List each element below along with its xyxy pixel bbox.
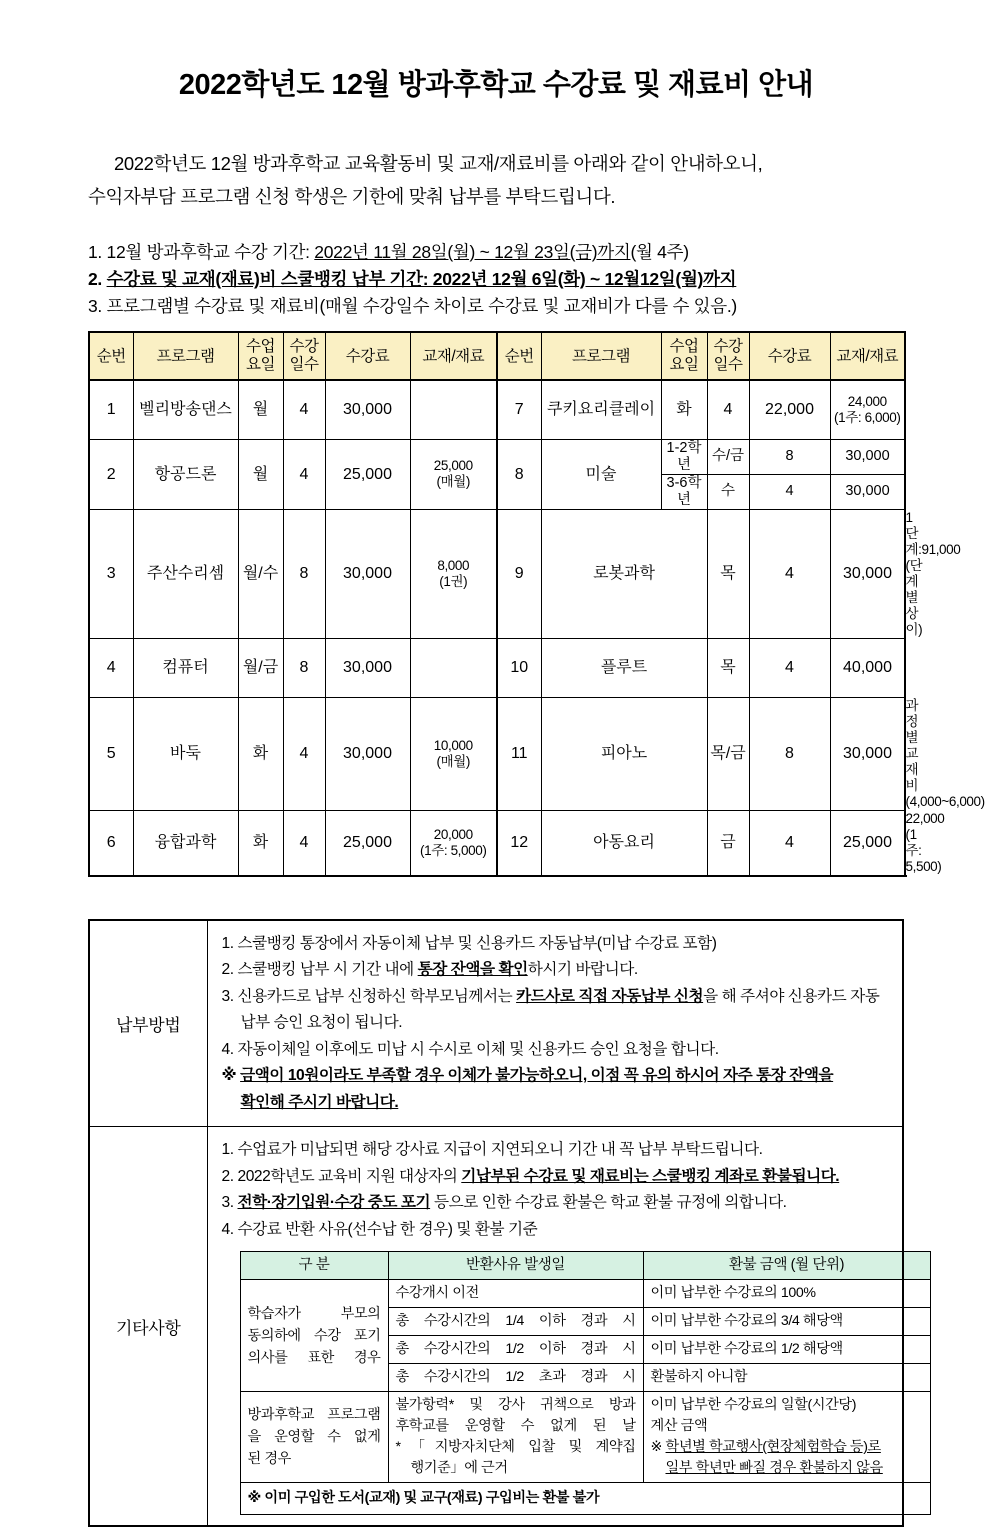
cell-days: 4 <box>749 810 830 876</box>
cell-material <box>410 810 497 876</box>
header-days-right <box>707 332 749 380</box>
note-number: 1. <box>88 242 102 262</box>
refund-reason: 총 수강시간의 1/2 초과 경과 시 <box>388 1364 643 1392</box>
material-amount: 과정별 교재비 <box>906 698 919 793</box>
cell-fee: 30,000 <box>325 697 410 810</box>
cell-no: 12 <box>497 810 541 876</box>
note-item-3 <box>88 293 904 320</box>
refund-header-row <box>240 1252 930 1280</box>
cell-weekday: 금 <box>707 810 749 876</box>
table-row <box>240 1483 930 1515</box>
cell-days: 8 <box>283 509 325 638</box>
item-text: 2022학년도 교육비 지원 대상자의 <box>234 1168 462 1185</box>
cell-no: 2 <box>89 439 133 509</box>
table-row <box>89 810 905 876</box>
cell-weekday: 화 <box>661 380 707 439</box>
item-number: 3. <box>222 988 234 1005</box>
material-detail: (1주: 5,000) <box>420 843 486 858</box>
item-text: 수강료 반환 사유(선수납 한 경우) 및 환불 기준 <box>234 1221 538 1238</box>
cell-program: 쿠키요리클레이 <box>541 380 661 439</box>
cell-no: 5 <box>89 697 133 810</box>
cell-program: 컴퓨터 <box>133 638 238 697</box>
material-detail: (4,000~6,000) <box>906 794 985 809</box>
table-row <box>89 697 905 810</box>
category-line-1: 학습자가 부모의 <box>248 1306 381 1322</box>
note-item-2 <box>88 266 904 293</box>
header-material-left: 교재/재료 <box>410 332 497 380</box>
warning-line-2: 확인해 주시기 바랍니다. <box>222 1090 895 1117</box>
header-fee-left: 수강료 <box>325 332 410 380</box>
fee-table <box>88 331 906 877</box>
page-title: 2022학년도 12월 방과후학교 수강료 및 재료비 안내 <box>88 62 904 103</box>
cell-weekday: 수/금 <box>707 439 749 474</box>
reason-line-3: *「지방자치단체 입찰 및 계약집 <box>396 1437 636 1458</box>
category-line-2: 동의하에 수강 포기 <box>248 1328 381 1344</box>
item-emphasis: 기납부된 수강료 및 재료비는 스쿨뱅킹 계좌로 환불됩니다. <box>461 1168 839 1185</box>
cell-program: 융합과학 <box>133 810 238 876</box>
header-days-line1: 수강 <box>714 338 743 355</box>
table-row <box>89 638 905 697</box>
cell-fee: 40,000 <box>830 638 905 697</box>
item-continuation: 납부 승인 요청이 됩니다. <box>222 1010 895 1037</box>
material-amount: 1단계:91,000 <box>906 510 961 557</box>
refund-header-reason: 반환사유 발생일 <box>388 1252 643 1280</box>
cell-no: 9 <box>497 509 541 638</box>
header-weekday-left <box>238 332 283 380</box>
material-detail: (매월) <box>437 474 470 489</box>
intro-paragraph <box>88 147 904 213</box>
cell-material <box>410 697 497 810</box>
amount-line-4: 일부 학년만 빠질 경우 환불하지 않음 <box>651 1458 883 1479</box>
note-underline: 2022년 11월 28일(월) ~ 12월 23일(금)까지 <box>314 242 630 262</box>
cell-fee: 25,000 <box>830 810 905 876</box>
fee-table-header-row <box>89 332 905 380</box>
cell-material <box>830 380 905 439</box>
cell-weekday: 화 <box>238 697 283 810</box>
cell-days: 4 <box>749 638 830 697</box>
cell-material <box>410 638 497 697</box>
note-text: 프로그램별 수강료 및 재료비(매월 수강일수 차이로 수강료 및 교재비가 다를 수 있음.) <box>102 296 737 316</box>
list-item <box>222 1137 895 1164</box>
item-number: 4. <box>222 1221 234 1238</box>
item-text: 자동이체일 이후에도 미납 시 수시로 이체 및 신용카드 승인 요청을 합니다. <box>234 1041 719 1058</box>
header-days-line2: 일수 <box>714 356 743 373</box>
amount-line-2: 계산 금액 <box>651 1416 923 1437</box>
list-item <box>222 1037 895 1064</box>
material-detail: (매월) <box>437 754 470 769</box>
category-line-3: 의사를 표한 경우 <box>248 1350 381 1366</box>
amount-line-3: 학년별 학교행사(현장체험학습 등)로 <box>666 1439 881 1455</box>
refund-header-amount: 환불 금액 (월 단위) <box>643 1252 930 1280</box>
header-days-line2: 일수 <box>290 356 319 373</box>
material-amount: 10,000 <box>434 738 473 753</box>
cell-fee: 30,000 <box>325 509 410 638</box>
cell-fee: 30,000 <box>325 380 410 439</box>
table-row <box>240 1280 930 1308</box>
cell-no: 11 <box>497 697 541 810</box>
table-row <box>89 439 905 474</box>
notes-list <box>88 239 904 320</box>
cell-program: 아동요리 <box>541 810 707 876</box>
cell-fee: 25,000 <box>325 810 410 876</box>
refund-category-1 <box>240 1280 388 1392</box>
note-text: 12월 방과후학교 수강 기간: <box>102 242 314 262</box>
cell-fee: 30,000 <box>830 474 905 509</box>
cell-no: 1 <box>89 380 133 439</box>
list-item <box>222 957 895 984</box>
header-material-right: 교재/재료 <box>830 332 905 380</box>
cell-days: 8 <box>749 439 830 474</box>
amount-line-1: 이미 납부한 수강료의 일할(시간당) <box>651 1395 923 1416</box>
other-matters-label: 기타사항 <box>89 1127 207 1527</box>
note-item-1 <box>88 239 904 266</box>
cell-weekday: 화 <box>238 810 283 876</box>
header-program-left: 프로그램 <box>133 332 238 380</box>
cell-program: 피아노 <box>541 697 707 810</box>
intro-line-2: 수익자부담 프로그램 신청 학생은 기한에 맞춰 납부를 부탁드립니다. <box>88 180 904 213</box>
intro-line-1: 2022학년도 12월 방과후학교 교육활동비 및 교재/재료비를 아래와 같이 안내하오니, <box>88 147 904 180</box>
cell-days: 4 <box>707 380 749 439</box>
header-weekday-line2: 요일 <box>670 356 699 373</box>
note-number: 2. <box>88 269 102 289</box>
note-tail: (월 4주) <box>630 242 688 262</box>
item-number: 1. <box>222 1141 234 1158</box>
item-text-tail: 하시기 바랍니다. <box>528 961 638 978</box>
material-amount: 22,000 <box>906 811 945 826</box>
cell-program: 벨리방송댄스 <box>133 380 238 439</box>
cell-weekday: 수 <box>707 474 749 509</box>
header-weekday-line1: 수업 <box>670 338 699 355</box>
item-text: 스쿨뱅킹 통장에서 자동이체 납부 및 신용카드 자동납부(미납 수강료 포함) <box>234 935 717 952</box>
refund-reason: 총 수강시간의 1/2 이하 경과 시 <box>388 1336 643 1364</box>
document-page <box>0 62 992 1527</box>
material-amount: 24,000 <box>848 394 887 409</box>
header-days-line1: 수강 <box>290 338 319 355</box>
cell-no: 3 <box>89 509 133 638</box>
header-weekday-line2: 요일 <box>246 356 275 373</box>
list-item <box>222 1217 895 1244</box>
cell-no: 10 <box>497 638 541 697</box>
cell-no: 6 <box>89 810 133 876</box>
table-row <box>89 509 905 638</box>
item-number: 1. <box>222 935 234 952</box>
refund-header-category: 구 분 <box>240 1252 388 1280</box>
cell-no: 7 <box>497 380 541 439</box>
cell-days: 4 <box>749 509 830 638</box>
item-number: 2. <box>222 1168 234 1185</box>
header-weekday-right <box>661 332 707 380</box>
cell-weekday: 월 <box>238 439 283 509</box>
payment-method-body <box>207 920 903 1127</box>
header-no-right: 순번 <box>497 332 541 380</box>
material-detail: (1권) <box>439 574 467 589</box>
list-item <box>222 1190 895 1217</box>
header-days-left <box>283 332 325 380</box>
cell-fee: 30,000 <box>830 697 905 810</box>
item-number: 4. <box>222 1041 234 1058</box>
category-line-3: 된 경우 <box>248 1448 381 1470</box>
payment-method-section <box>89 920 903 1127</box>
refund-reason-2 <box>388 1392 643 1483</box>
list-item <box>222 931 895 958</box>
item-text: 수업료가 미납되면 해당 강사료 지급이 지연되오니 기간 내 꼭 납부 부탁드립니다. <box>234 1141 763 1158</box>
asterisk-icon: ※ <box>651 1439 663 1455</box>
refund-category-2 <box>240 1392 388 1483</box>
item-text-tail: 을 해 주셔야 신용카드 자동 <box>703 988 879 1005</box>
item-emphasis: 전학·장기입원·수강 중도 포기 <box>238 1194 431 1211</box>
cell-days: 4 <box>283 380 325 439</box>
cell-days: 8 <box>749 697 830 810</box>
cell-days: 4 <box>283 810 325 876</box>
cell-material <box>410 509 497 638</box>
reason-line-4: 행기준」에 근거 <box>396 1458 636 1479</box>
cell-weekday: 월/금 <box>238 638 283 697</box>
category-line-2: 을 운영할 수 없게 <box>248 1429 381 1445</box>
item-emphasis: 카드사로 직접 자동납부 신청 <box>516 988 703 1005</box>
cell-fee: 22,000 <box>749 380 830 439</box>
refund-footer-note: ※ 이미 구입한 도서(교재) 및 교구(재료) 구입비는 환불 불가 <box>240 1483 930 1515</box>
refund-amount: 이미 납부한 수강료의 1/2 해당액 <box>643 1336 930 1364</box>
table-row <box>89 380 905 439</box>
item-text: 신용카드로 납부 신청하신 학부모님께서는 <box>234 988 516 1005</box>
payment-warning <box>222 1063 895 1116</box>
cell-program: 바둑 <box>133 697 238 810</box>
reason-line-1: 불가항력* 및 강사 귀책으로 방과 <box>396 1395 636 1416</box>
note-underline: 수강료 및 교재(재료)비 스쿨뱅킹 납부 기간: 2022년 12월 6일(화) ~ 12월12일(월)까지 <box>107 269 737 289</box>
material-amount: 8,000 <box>437 558 469 573</box>
cell-fee: 30,000 <box>830 439 905 474</box>
asterisk-icon: ※ <box>222 1067 237 1084</box>
cell-program: 미술 <box>541 439 661 509</box>
warning-line-1: 금액이 10원이라도 부족할 경우 이체가 불가능하오니, 이점 꼭 유의 하시어 자주 통장 잔액을 <box>240 1067 833 1084</box>
cell-program: 플루트 <box>541 638 707 697</box>
cell-weekday: 월 <box>238 380 283 439</box>
header-fee-right: 수강료 <box>749 332 830 380</box>
material-amount: 20,000 <box>434 827 473 842</box>
category-line-1: 방과후학교 프로그램 <box>248 1407 381 1423</box>
cell-material <box>410 439 497 509</box>
reason-line-2: 후학교를 운영할 수 없게 된 날 <box>396 1416 636 1437</box>
item-number: 2. <box>222 961 234 978</box>
cell-no: 8 <box>497 439 541 509</box>
item-text-tail: 등으로 인한 수강료 환불은 학교 환불 규정에 의합니다. <box>430 1194 786 1211</box>
other-matters-body <box>207 1127 903 1527</box>
table-row <box>240 1392 930 1483</box>
cell-program-sublevel: 3-6학년 <box>661 474 707 509</box>
item-emphasis: 통장 잔액을 확인 <box>418 961 528 978</box>
cell-fee: 25,000 <box>325 439 410 509</box>
refund-reason: 수강개시 이전 <box>388 1280 643 1308</box>
info-table <box>88 919 904 1527</box>
cell-no: 4 <box>89 638 133 697</box>
refund-amount-2 <box>643 1392 930 1483</box>
cell-material <box>410 380 497 439</box>
payment-method-label: 납부방법 <box>89 920 207 1127</box>
refund-reason: 총 수강시간의 1/4 이하 경과 시 <box>388 1308 643 1336</box>
cell-program: 주산수리셈 <box>133 509 238 638</box>
amount-note <box>651 1437 923 1458</box>
cell-fee: 30,000 <box>830 509 905 638</box>
refund-amount: 이미 납부한 수강료의 3/4 해당액 <box>643 1308 930 1336</box>
cell-fee: 30,000 <box>325 638 410 697</box>
list-item <box>222 984 895 1037</box>
refund-criteria-table <box>240 1251 931 1515</box>
cell-weekday: 목 <box>707 638 749 697</box>
list-item <box>222 1164 895 1191</box>
cell-program: 로봇과학 <box>541 509 707 638</box>
header-program-right: 프로그램 <box>541 332 661 380</box>
cell-weekday: 월/수 <box>238 509 283 638</box>
cell-days: 4 <box>749 474 830 509</box>
cell-days: 4 <box>283 697 325 810</box>
material-detail: (1주: 6,000) <box>834 410 900 425</box>
item-number: 3. <box>222 1194 234 1211</box>
header-weekday-line1: 수업 <box>246 338 275 355</box>
cell-days: 4 <box>283 439 325 509</box>
note-number: 3. <box>88 296 102 316</box>
refund-amount: 환불하지 아니함 <box>643 1364 930 1392</box>
cell-program: 항공드론 <box>133 439 238 509</box>
item-text: 스쿨뱅킹 납부 시 기간 내에 <box>234 961 418 978</box>
cell-days: 8 <box>283 638 325 697</box>
cell-weekday: 목 <box>707 509 749 638</box>
cell-program-sublevel: 1-2학년 <box>661 439 707 474</box>
cell-weekday: 목/금 <box>707 697 749 810</box>
refund-amount: 이미 납부한 수강료의 100% <box>643 1280 930 1308</box>
material-detail: (1주: 5,500) <box>906 827 942 874</box>
header-no-left: 순번 <box>89 332 133 380</box>
material-detail: (단계별 상이) <box>906 558 923 637</box>
material-amount: 25,000 <box>434 458 473 473</box>
other-matters-section <box>89 1127 903 1527</box>
